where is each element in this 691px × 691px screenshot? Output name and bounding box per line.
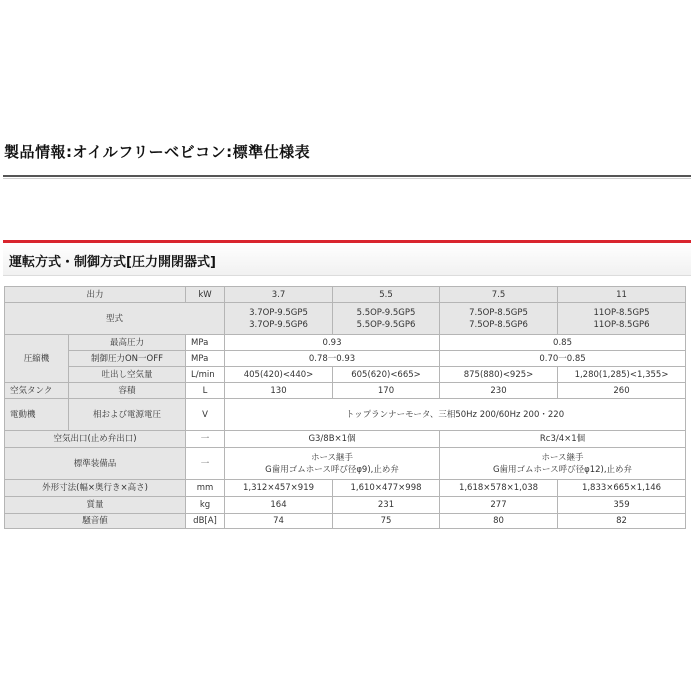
row-label: 外形寸法(幅×奥行き×高さ) — [5, 480, 186, 497]
table-cell: ホース継手 G歯用ゴムホース呼び径φ12),止め弁 — [440, 448, 686, 480]
table-cell: 231 — [333, 497, 440, 514]
unit-cell: kW — [186, 287, 225, 303]
table-cell: 80 — [440, 514, 558, 529]
table-cell: 260 — [558, 383, 686, 399]
table-row-dimensions — [5, 480, 686, 497]
table-cell: 5.5 — [333, 287, 440, 303]
table-cell: 7.5 — [440, 287, 558, 303]
table-cell: 1,312×457×919 — [225, 480, 333, 497]
table-cell: 875(880)<925> — [440, 367, 558, 383]
section-title: 運転方式・制御方式[圧力開閉器式] — [9, 255, 216, 270]
row-label: 型式 — [5, 303, 225, 335]
table-row-accessories — [5, 448, 686, 480]
title-divider-shadow — [3, 178, 691, 179]
row-label: 相および電源電圧 — [69, 399, 186, 431]
table-cell: 130 — [225, 383, 333, 399]
unit-cell: MPa — [186, 335, 225, 351]
table-cell: 230 — [440, 383, 558, 399]
group-label-air-tank: 空気タンク — [5, 383, 69, 399]
table-row-mass — [5, 497, 686, 514]
table-cell: 5.5OP-9.5GP5 5.5OP-9.5GP6 — [333, 303, 440, 335]
table-cell: 11OP-8.5GP5 11OP-8.5GP6 — [558, 303, 686, 335]
unit-cell: L — [186, 383, 225, 399]
table-row-model — [5, 303, 686, 335]
table-row-output — [5, 287, 686, 303]
table-cell: 0.85 — [440, 335, 686, 351]
table-row-air-tank — [5, 383, 686, 399]
table-cell: 359 — [558, 497, 686, 514]
table-cell: 82 — [558, 514, 686, 529]
table-cell: 75 — [333, 514, 440, 529]
row-label: 騒音値 — [5, 514, 186, 529]
table-cell: 3.7OP-9.5GP5 3.7OP-9.5GP6 — [225, 303, 333, 335]
row-label: 質量 — [5, 497, 186, 514]
table-cell: 1,280(1,285)<1,355> — [558, 367, 686, 383]
table-row-air-outlet — [5, 431, 686, 448]
group-label-compressor: 圧縮機 — [5, 335, 69, 383]
row-label: 空気出口(止め弁出口) — [5, 431, 186, 448]
page-title: 製品情報:オイルフリーベビコン:標準仕様表 — [4, 143, 311, 161]
row-label: 制御圧力ON一OFF — [69, 351, 186, 367]
table-cell: 170 — [333, 383, 440, 399]
table-cell: 0.93 — [225, 335, 440, 351]
unit-cell: dB[A] — [186, 514, 225, 529]
table-cell: 1,618×578×1,038 — [440, 480, 558, 497]
table-cell: 11 — [558, 287, 686, 303]
unit-cell: 一 — [186, 431, 225, 448]
table-row-motor — [5, 399, 686, 431]
table-cell: 0.70一0.85 — [440, 351, 686, 367]
unit-cell: L/min — [186, 367, 225, 383]
unit-cell: MPa — [186, 351, 225, 367]
row-label: 標準装備品 — [5, 448, 186, 480]
title-divider — [3, 175, 691, 177]
table-cell: 277 — [440, 497, 558, 514]
row-label: 容積 — [69, 383, 186, 399]
unit-cell: 一 — [186, 448, 225, 480]
spec-table — [4, 286, 686, 529]
table-cell: 1,610×477×998 — [333, 480, 440, 497]
table-cell: トップランナーモータ、三相50Hz 200/60Hz 200・220 — [225, 399, 686, 431]
table-cell: ホース継手 G歯用ゴムホース呼び径φ9),止め弁 — [225, 448, 440, 480]
table-row-max-pressure — [5, 335, 686, 351]
row-label: 最高圧力 — [69, 335, 186, 351]
table-cell: 0.78一0.93 — [225, 351, 440, 367]
unit-cell: kg — [186, 497, 225, 514]
row-label: 吐出し空気量 — [69, 367, 186, 383]
unit-cell: mm — [186, 480, 225, 497]
table-cell: 74 — [225, 514, 333, 529]
table-cell: 405(420)<440> — [225, 367, 333, 383]
table-row-noise — [5, 514, 686, 529]
table-cell: 3.7 — [225, 287, 333, 303]
table-cell: 605(620)<665> — [333, 367, 440, 383]
group-label-motor: 電動機 — [5, 399, 69, 431]
row-label: 出力 — [5, 287, 186, 303]
table-cell: Rc3/4×1個 — [440, 431, 686, 448]
table-cell: 1,833×665×1,146 — [558, 480, 686, 497]
table-row-air-delivery — [5, 367, 686, 383]
table-cell: 7.5OP-8.5GP5 7.5OP-8.5GP6 — [440, 303, 558, 335]
unit-cell: V — [186, 399, 225, 431]
table-row-control-pressure — [5, 351, 686, 367]
table-cell: G3/8B×1個 — [225, 431, 440, 448]
table-cell: 164 — [225, 497, 333, 514]
